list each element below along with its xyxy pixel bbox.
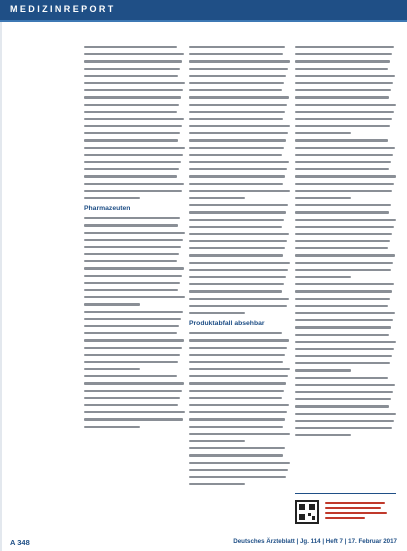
section-header-bar xyxy=(0,0,407,20)
text-line xyxy=(189,219,284,221)
text-line xyxy=(295,240,390,242)
section-label: MEDIZINREPORT xyxy=(10,4,116,14)
info-text-line xyxy=(325,517,365,519)
text-line xyxy=(189,60,290,62)
page-margin-rule xyxy=(0,22,2,551)
text-line xyxy=(84,275,182,277)
text-line xyxy=(84,104,179,106)
text-line xyxy=(295,125,390,127)
info-text-line xyxy=(325,502,385,504)
text-line xyxy=(295,89,391,91)
body-text-block xyxy=(84,375,185,428)
text-line xyxy=(189,404,289,406)
text-line xyxy=(295,118,392,120)
text-line xyxy=(295,427,392,429)
text-line xyxy=(189,483,245,485)
text-line xyxy=(295,420,394,422)
text-line xyxy=(295,190,392,192)
text-line xyxy=(295,139,388,141)
text-line xyxy=(84,239,183,241)
text-line xyxy=(295,319,393,321)
text-line xyxy=(295,104,396,106)
text-line xyxy=(189,247,285,249)
info-box-rule xyxy=(295,493,396,494)
text-line xyxy=(189,125,290,127)
text-line xyxy=(84,267,184,269)
text-line xyxy=(189,262,290,264)
text-line xyxy=(189,375,288,377)
text-line xyxy=(84,361,178,363)
text-line xyxy=(189,53,283,55)
text-column-3 xyxy=(295,42,396,441)
text-line xyxy=(295,262,393,264)
subheading: Produktabfall absehbar xyxy=(189,320,265,328)
page-number: A 348 xyxy=(10,538,30,547)
text-line xyxy=(84,147,185,149)
text-line xyxy=(189,347,287,349)
body-text-block xyxy=(295,204,396,278)
text-line xyxy=(189,197,245,199)
text-line xyxy=(189,397,282,399)
text-line xyxy=(84,46,177,48)
text-line xyxy=(84,168,179,170)
text-line xyxy=(295,298,390,300)
text-line xyxy=(189,382,286,384)
body-text-block xyxy=(189,46,290,199)
text-line xyxy=(84,161,181,163)
text-line xyxy=(84,411,185,413)
text-line xyxy=(189,476,286,478)
text-line xyxy=(295,269,391,271)
text-line xyxy=(295,68,388,70)
text-line xyxy=(84,75,178,77)
text-line xyxy=(295,183,394,185)
text-line xyxy=(84,111,177,113)
text-line xyxy=(189,139,286,141)
text-line xyxy=(84,224,178,226)
text-line xyxy=(84,397,180,399)
text-line xyxy=(189,254,283,256)
journal-citation: Deutsches Ärzteblatt | Jg. 114 | Heft 7 | 17. Februar 2017 xyxy=(233,538,397,545)
text-line xyxy=(295,247,388,249)
text-line xyxy=(189,305,287,307)
header-accent-rule xyxy=(0,20,407,22)
text-line xyxy=(295,398,391,400)
body-text-block xyxy=(295,139,396,199)
text-line xyxy=(295,147,395,149)
info-text-line xyxy=(325,507,381,509)
text-line xyxy=(84,354,180,356)
text-line xyxy=(295,334,389,336)
body-text-block xyxy=(84,217,185,305)
text-line xyxy=(189,211,286,213)
text-line xyxy=(189,440,245,442)
text-line xyxy=(295,197,351,199)
text-line xyxy=(295,391,393,393)
text-line xyxy=(84,303,140,305)
text-line xyxy=(189,298,289,300)
subheading: Pharmazeuten xyxy=(84,205,131,213)
text-line xyxy=(84,289,178,291)
text-line xyxy=(84,60,182,62)
text-line xyxy=(295,226,394,228)
text-line xyxy=(189,147,284,149)
text-line xyxy=(189,82,284,84)
text-line xyxy=(189,89,282,91)
text-line xyxy=(295,326,391,328)
text-line xyxy=(295,355,392,357)
text-line xyxy=(189,462,290,464)
text-line xyxy=(84,282,180,284)
text-line xyxy=(189,190,290,192)
text-line xyxy=(295,161,391,163)
text-line xyxy=(295,96,389,98)
text-line xyxy=(189,204,288,206)
text-line xyxy=(295,46,394,48)
text-line xyxy=(84,404,178,406)
text-line xyxy=(189,411,287,413)
text-line xyxy=(189,433,290,435)
text-line xyxy=(84,426,140,428)
text-line xyxy=(189,68,288,70)
text-line xyxy=(84,118,184,120)
text-line xyxy=(295,75,395,77)
text-line xyxy=(189,175,285,177)
info-text-line xyxy=(325,512,387,514)
text-line xyxy=(295,60,390,62)
text-line xyxy=(189,332,282,334)
text-line xyxy=(295,53,392,55)
text-line xyxy=(189,276,286,278)
text-line xyxy=(295,362,390,364)
text-line xyxy=(189,46,285,48)
text-line xyxy=(84,197,140,199)
info-box xyxy=(295,493,396,527)
text-line xyxy=(84,382,184,384)
text-line xyxy=(189,390,284,392)
text-line xyxy=(189,426,283,428)
text-line xyxy=(84,390,182,392)
text-line xyxy=(295,405,389,407)
text-line xyxy=(84,217,180,219)
text-line xyxy=(189,226,282,228)
text-line xyxy=(189,96,289,98)
text-line xyxy=(295,204,391,206)
text-line xyxy=(189,354,285,356)
text-line xyxy=(189,368,290,370)
text-line xyxy=(84,332,177,334)
text-line xyxy=(84,82,185,84)
text-line xyxy=(189,469,288,471)
text-line xyxy=(295,111,394,113)
text-line xyxy=(84,296,185,298)
text-line xyxy=(84,154,183,156)
text-line xyxy=(84,68,180,70)
text-line xyxy=(189,75,286,77)
text-line xyxy=(295,132,351,134)
text-line xyxy=(295,369,351,371)
text-line xyxy=(84,339,184,341)
text-line xyxy=(189,339,289,341)
body-text-block xyxy=(189,447,290,485)
author-block xyxy=(295,377,396,437)
text-line xyxy=(189,233,289,235)
text-line xyxy=(189,118,283,120)
text-line xyxy=(295,341,396,343)
body-text-block xyxy=(295,46,396,134)
text-line xyxy=(295,82,393,84)
text-line xyxy=(189,168,287,170)
text-line xyxy=(84,368,140,370)
body-text-block xyxy=(189,332,290,442)
text-line xyxy=(189,447,285,449)
text-line xyxy=(295,283,394,285)
text-line xyxy=(189,132,288,134)
text-line xyxy=(84,190,182,192)
text-line xyxy=(84,96,181,98)
text-line xyxy=(84,246,181,248)
text-line xyxy=(189,111,285,113)
text-line xyxy=(295,290,392,292)
body-text-block xyxy=(84,46,185,199)
text-line xyxy=(295,233,392,235)
text-line xyxy=(295,219,396,221)
text-line xyxy=(84,325,179,327)
text-line xyxy=(84,232,185,234)
text-line xyxy=(295,211,389,213)
text-line xyxy=(84,53,184,55)
text-line xyxy=(84,375,177,377)
text-line xyxy=(84,260,177,262)
text-line xyxy=(189,104,287,106)
text-line xyxy=(84,347,182,349)
text-line xyxy=(84,311,183,313)
text-line xyxy=(295,305,388,307)
text-line xyxy=(189,283,284,285)
body-text-block xyxy=(295,283,396,371)
text-line xyxy=(295,348,394,350)
text-line xyxy=(295,413,396,415)
text-line xyxy=(84,132,180,134)
text-line xyxy=(84,89,183,91)
text-line xyxy=(84,418,183,420)
text-line xyxy=(295,384,395,386)
text-column-2 xyxy=(189,42,290,490)
qr-code-icon[interactable] xyxy=(295,500,319,524)
body-text-block xyxy=(84,311,185,371)
text-line xyxy=(84,253,179,255)
text-line xyxy=(295,434,351,436)
text-line xyxy=(295,254,395,256)
text-line xyxy=(189,312,245,314)
text-line xyxy=(295,377,388,379)
text-line xyxy=(189,183,283,185)
text-line xyxy=(84,183,184,185)
text-line xyxy=(84,139,178,141)
text-line xyxy=(189,290,282,292)
text-line xyxy=(295,175,396,177)
text-line xyxy=(295,154,393,156)
text-line xyxy=(189,361,283,363)
text-line xyxy=(189,269,288,271)
text-line xyxy=(189,240,287,242)
text-line xyxy=(295,276,351,278)
text-line xyxy=(189,454,283,456)
text-column-1 xyxy=(84,42,185,433)
body-text-block xyxy=(189,204,290,314)
page-footer xyxy=(0,536,407,551)
text-line xyxy=(295,312,395,314)
text-line xyxy=(189,161,289,163)
text-line xyxy=(295,168,389,170)
text-line xyxy=(84,175,177,177)
text-line xyxy=(84,318,181,320)
text-line xyxy=(84,125,182,127)
text-line xyxy=(189,418,285,420)
text-line xyxy=(189,154,282,156)
